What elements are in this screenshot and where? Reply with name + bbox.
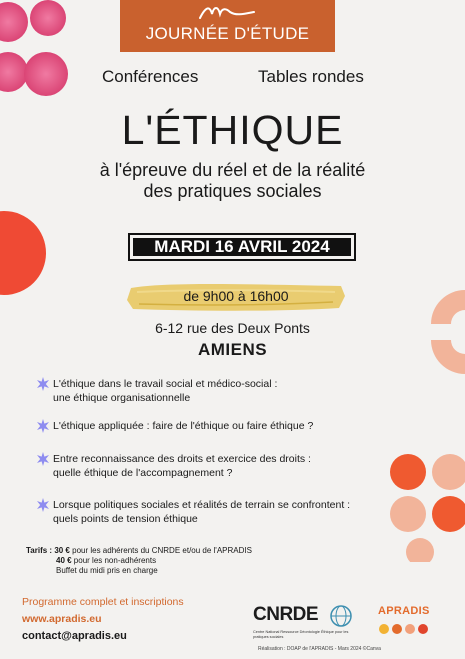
header-banner [120,0,335,52]
red-circle-decoration [0,208,48,298]
cnrde-logo [253,604,353,646]
event-city: AMIENS [197,340,268,359]
banner-title: JOURNÉE D'ÉTUDE [145,24,310,43]
credit-line: Réalisation : DOAP de l'APRADIS - Mars 2024 ©Canva [258,646,381,652]
event-time: de 9h00 à 16h00 [183,288,289,304]
price-members-text: pour les adhérents du CNRDE et/ou de l'APRADIS [69,546,252,555]
pink-dots-decoration [0,0,70,110]
topic-line-1: Lorsque politiques sociales et réalités de terrain se confrontent : [53,499,351,511]
website-link[interactable]: www.apradis.eu [22,613,102,625]
cnrde-logo-text: CNRDE [253,604,319,625]
topic-line-2: quelle éthique de l'accompagnement ? [53,467,233,479]
orange-circles-decoration [380,452,465,562]
price-non-members-text: pour les non-adhérents [71,556,157,565]
tarifs-label: Tarifs : [26,546,53,555]
subhead-tables-rondes: Tables rondes [258,67,364,86]
topic-item [36,452,366,480]
price-non-members: 40 € [56,556,72,565]
topic-line-1: L'éthique dans le travail social et médico-social : [53,378,278,390]
price-members: 30 € [54,546,70,555]
cnrde-tagline: Centre National Ressource Déontologie Éthique pour les pratiques sociales [253,630,349,639]
apradis-logo [378,605,438,645]
subhead-conferences: Conférences [102,67,199,86]
topic-line-1: L'éthique appliquée : faire de l'éthique ou faire éthique ? [53,420,314,432]
starburst-bullet-icon [36,498,50,512]
apradis-logo-text: APRADIS [378,605,430,617]
subtitle-line-1: à l'épreuve du réel et de la réalité [99,160,366,180]
topic-item [36,419,366,433]
contact-email-link[interactable]: contact@apradis.eu [22,630,127,642]
topic-line-2: quels points de tension éthique [53,513,198,525]
script-m-logo-icon [196,2,258,22]
buffet-note: Buffet du midi pris en charge [56,566,158,575]
starburst-bullet-icon [36,419,50,433]
topic-item [36,498,366,526]
event-address: 6-12 rue des Deux Ponts [155,320,310,336]
globe-icon [329,604,353,628]
event-date: MARDI 16 AVRIL 2024 [128,233,356,261]
topic-line-2: une éthique organisationnelle [53,392,191,404]
starburst-bullet-icon [36,452,50,466]
topic-line-1: Entre reconnaissance des droits et exercice des droits : [53,453,311,465]
topic-item [36,377,366,405]
page-title: L'ÉTHIQUE [121,107,344,153]
starburst-bullet-icon [36,377,50,391]
subtitle-line-2: des pratiques sociales [143,181,322,201]
programme-link-label: Programme complet et inscriptions [22,596,184,608]
pricing-block [26,546,346,576]
apradis-dots-icon [378,621,438,637]
subtitle [40,160,425,202]
